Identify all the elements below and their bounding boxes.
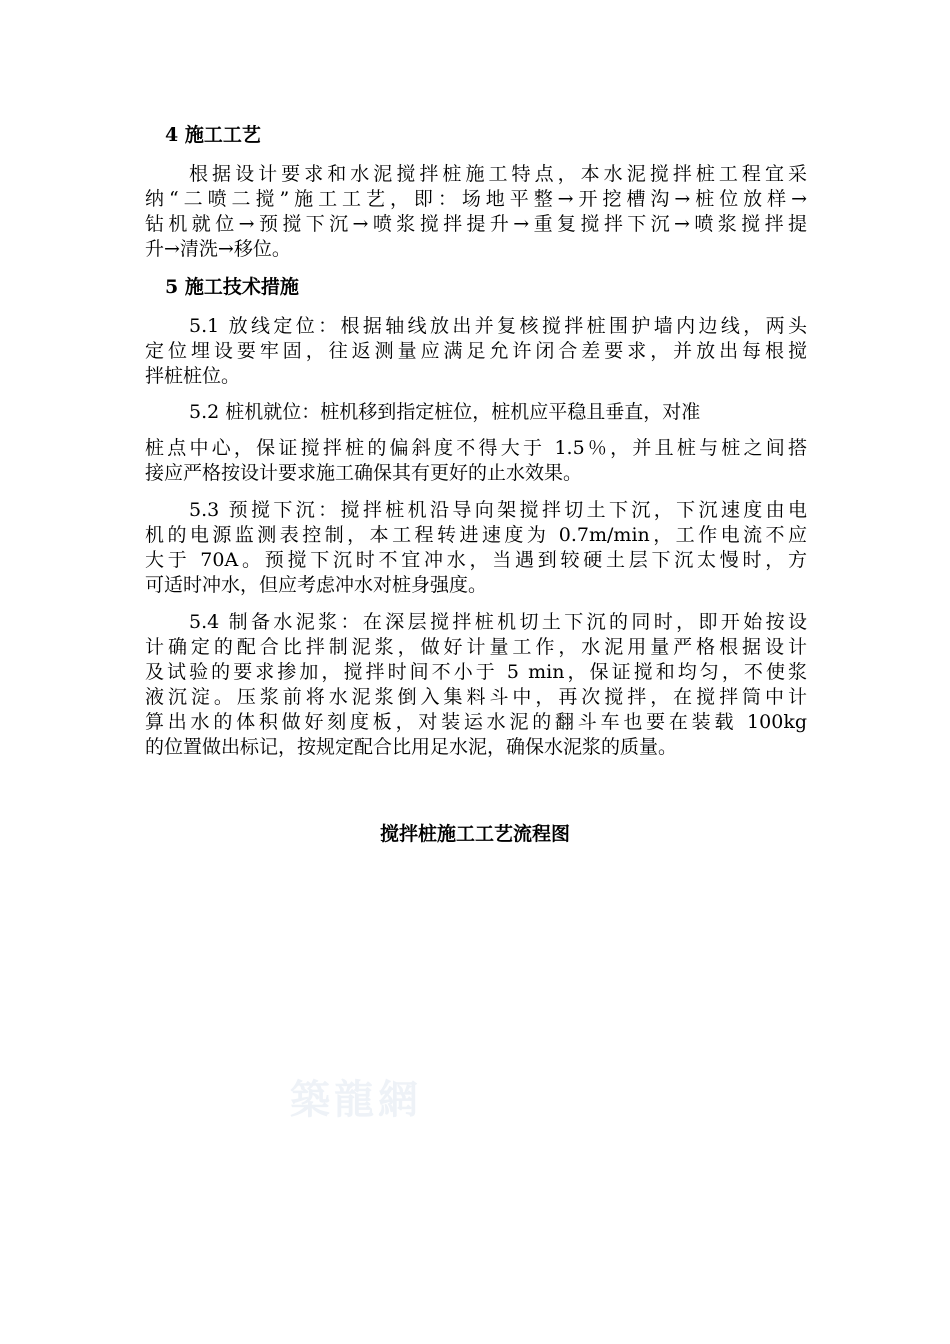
p53-line-4: 可适时冲水，但应考虑冲水对桩身强度。 [145, 574, 488, 596]
p51-line-1: 5.1 放线定位：根据轴线放出并复核搅拌桩围护墙内边线，两头 [189, 315, 807, 337]
p54-line-5: 算出水的体积做好刻度板，对装运水泥的翻斗车也要在装载 100kg [145, 711, 807, 733]
p52-line-1: 5.2 桩机就位：桩机移到指定桩位，桩机应平稳且垂直，对准 [189, 401, 701, 423]
p52-line-3: 接应严格按设计要求施工确保其有更好的止水效果。 [145, 462, 583, 484]
p53-line-3: 大于 70A。预搅下沉时不宜冲水，当遇到较硬土层下沉太慢时，方 [145, 549, 807, 571]
p53-line-1: 5.3 预搅下沉：搅拌桩机沿导向架搅拌切土下沉，下沉速度由电 [189, 499, 807, 521]
figure-caption: 搅拌桩施工工艺流程图 [379, 823, 570, 845]
p52-line-2: 桩点中心，保证搅拌桩的偏斜度不得大于 1.5％，并且桩与桩之间搭 [145, 437, 807, 459]
section-4-heading: 4 施工工艺 [165, 124, 261, 146]
p54-line-4: 液沉淀。压浆前将水泥浆倒入集料斗中，再次搅拌，在搅拌筒中计 [145, 686, 807, 708]
watermark-logo: 築龍網 [290, 1076, 422, 1123]
section-5-heading: 5 施工技术措施 [165, 276, 299, 298]
p54-line-3: 及试验的要求掺加，搅拌时间不小于 5 min，保证搅和均匀，不使浆 [145, 661, 807, 683]
p51-line-3: 拌桩桩位。 [145, 365, 241, 387]
section-4-line-1: 根据设计要求和水泥搅拌桩施工特点，本水泥搅拌桩工程宜采 [189, 163, 807, 185]
p54-line-2: 计确定的配合比拌制泥浆，做好计量工作，水泥用量严格根据设计 [145, 636, 807, 658]
p53-line-2: 机的电源监测表控制，本工程转进速度为 0.7m/min，工作电流不应 [145, 524, 807, 546]
section-4-line-2: 纳“二喷二搅”施工工艺，即：场地平整→开挖槽沟→桩位放样→ [145, 188, 807, 210]
p51-line-2: 定位埋设要牢固，往返测量应满足允许闭合差要求，并放出每根搅 [145, 340, 807, 362]
p54-line-6: 的位置做出标记，按规定配合比用足水泥，确保水泥浆的质量。 [145, 736, 678, 758]
p54-line-1: 5.4 制备水泥浆：在深层搅拌桩机切土下沉的同时，即开始按设 [189, 611, 807, 633]
section-4-line-4: 升→清洗→移位。 [145, 238, 291, 260]
section-4-line-3: 钻机就位→预搅下沉→喷浆搅拌提升→重复搅拌下沉→喷浆搅拌提 [145, 213, 807, 235]
